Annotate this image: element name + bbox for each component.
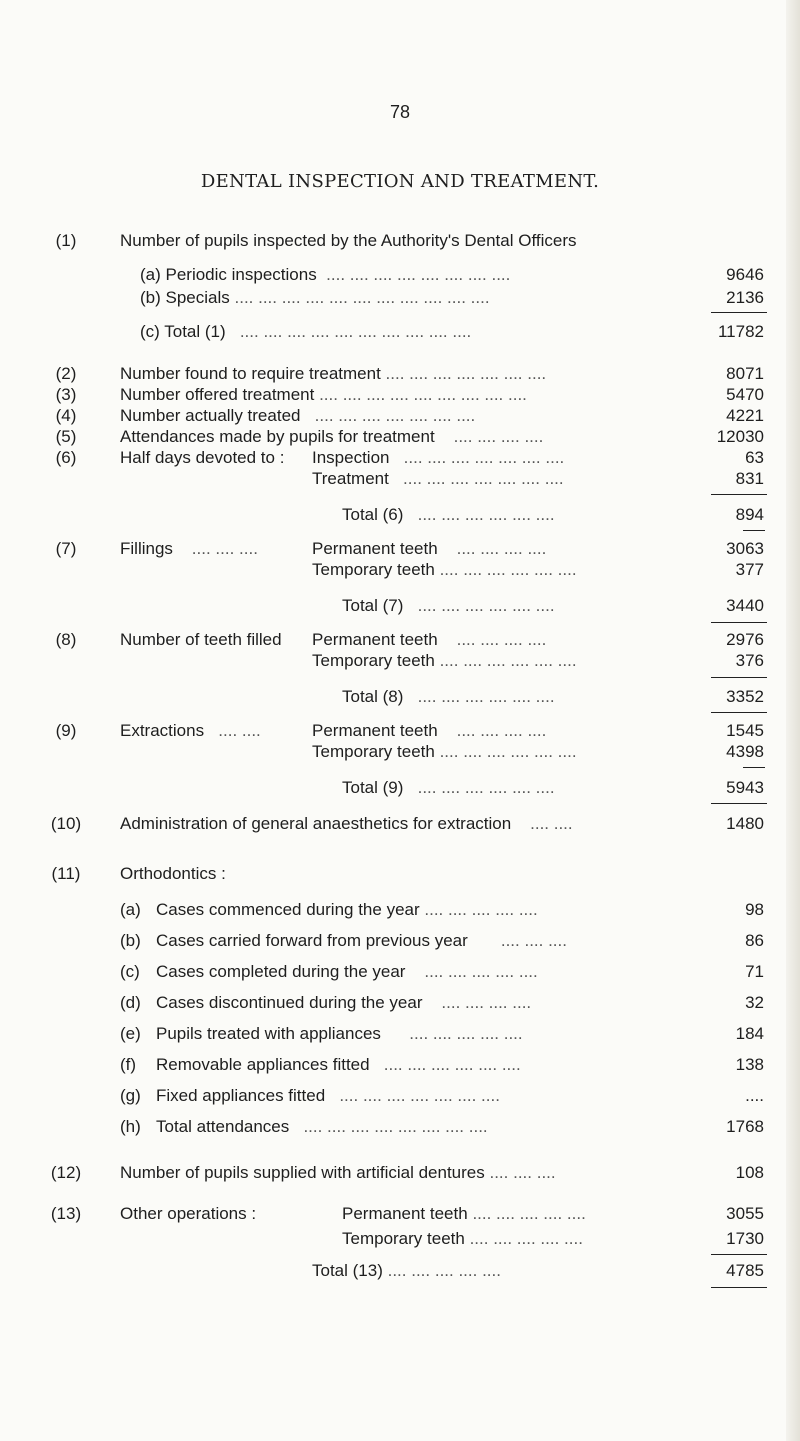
item-13-perm-label: Permanent teeth .... .... .... .... .... xyxy=(342,1204,586,1223)
item-1a-label: (a) Periodic inspections .... .... .... .... .... .... .... .... xyxy=(140,265,511,284)
item-number-11: (11) xyxy=(51,864,81,883)
item-12-value: 108 xyxy=(735,1163,764,1182)
item-2-value: 8071 xyxy=(726,364,764,383)
subtotal-rule xyxy=(711,677,767,678)
ortho-item: (c) Cases completed during the year .... .... .... .... .... xyxy=(120,962,538,981)
item-9-perm-value: 1545 xyxy=(726,721,764,740)
item-number-9: (9) xyxy=(55,721,77,740)
total-rule xyxy=(743,530,765,531)
subtotal-rule xyxy=(711,494,767,495)
ortho-item-value: 32 xyxy=(745,993,764,1012)
item-1c-label: (c) Total (1) .... .... .... .... .... .... .... .... .... .... xyxy=(140,322,472,341)
ortho-item: (g) Fixed appliances fitted .... .... .... .... .... .... .... xyxy=(120,1086,500,1105)
item-8-total-value: 3352 xyxy=(726,687,764,706)
item-11-label: Orthodontics : xyxy=(120,864,226,883)
item-7-temp-label: Temporary teeth .... .... .... .... .... .... xyxy=(312,560,577,579)
item-7-temp-value: 377 xyxy=(735,560,764,579)
item-6-inspection-value: 63 xyxy=(745,448,764,467)
item-12-label: Number of pupils supplied with artificial dentures .... .... .... xyxy=(120,1163,556,1182)
item-5-value: 12030 xyxy=(716,427,764,446)
item-10-label: Administration of general anaesthetics for extraction .... .... xyxy=(120,814,573,833)
item-6-total-value: 894 xyxy=(735,505,764,524)
subtotal-rule xyxy=(711,1254,767,1255)
item-8-temp-value: 376 xyxy=(735,651,764,670)
item-7-label: Fillings .... .... .... xyxy=(120,539,258,558)
item-number-8: (8) xyxy=(55,630,77,649)
item-9-total-value: 5943 xyxy=(726,778,764,797)
item-9-temp-value: 4398 xyxy=(726,742,764,761)
item-13-temp-value: 1730 xyxy=(726,1229,764,1248)
page-number: 78 xyxy=(389,102,411,122)
item-8-total-label: Total (8) .... .... .... .... .... .... xyxy=(342,687,555,706)
item-1-label: Number of pupils inspected by the Authority's Dental Officers xyxy=(120,231,577,250)
item-7-perm-label: Permanent teeth .... .... .... .... xyxy=(312,539,547,558)
subtotal-rule xyxy=(711,803,767,804)
page-title: DENTAL INSPECTION AND TREATMENT. xyxy=(200,171,600,192)
item-13-total-value: 4785 xyxy=(726,1261,764,1280)
item-number-7: (7) xyxy=(55,539,77,558)
total-rule xyxy=(711,1287,767,1288)
item-number-12: (12) xyxy=(50,1163,82,1182)
ortho-item: (b) Cases carried forward from previous year .... .... .... xyxy=(120,931,567,950)
item-2-label: Number found to require treatment .... .... .... .... .... .... .... xyxy=(120,364,547,383)
item-number-10: (10) xyxy=(50,814,82,833)
item-8-temp-label: Temporary teeth .... .... .... .... .... .... xyxy=(312,651,577,670)
ortho-item-value: 138 xyxy=(735,1055,764,1074)
item-8-label: Number of teeth filled xyxy=(120,630,282,649)
item-1a-value: 9646 xyxy=(726,265,764,284)
ortho-item-value: .... xyxy=(745,1086,764,1105)
item-13-temp-label: Temporary teeth .... .... .... .... .... xyxy=(342,1229,583,1248)
item-6-total-label: Total (6) .... .... .... .... .... .... xyxy=(342,505,555,524)
item-number-4: (4) xyxy=(55,406,77,425)
item-9-temp-label: Temporary teeth .... .... .... .... .... .... xyxy=(312,742,577,761)
item-7-total-value: 3440 xyxy=(726,596,764,615)
ortho-item: (a) Cases commenced during the year .... .... .... .... .... xyxy=(120,900,538,919)
ortho-item: (d) Cases discontinued during the year .... .... .... .... xyxy=(120,993,532,1012)
ortho-item-value: 71 xyxy=(745,962,764,981)
item-13-label: Other operations : xyxy=(120,1204,257,1223)
item-1b-label: (b) Specials .... .... .... .... .... .... .... .... .... .... .... xyxy=(140,288,490,307)
ortho-item: (f) Removable appliances fitted .... .... .... .... .... .... xyxy=(120,1055,521,1074)
ortho-item: (e) Pupils treated with appliances .... .... .... .... .... xyxy=(120,1024,523,1043)
item-number-1: (1) xyxy=(55,231,77,250)
item-6-label: Half days devoted to : xyxy=(120,448,285,467)
subtotal-rule xyxy=(711,712,767,713)
item-13-perm-value: 3055 xyxy=(726,1204,764,1223)
item-5-label: Attendances made by pupils for treatment .... .... .... .... xyxy=(120,427,544,446)
ortho-item: (h) Total attendances .... .... .... .... .... .... .... .... xyxy=(120,1117,488,1136)
ortho-item-value: 1768 xyxy=(726,1117,764,1136)
subtotal-rule xyxy=(711,312,767,313)
ortho-item-value: 98 xyxy=(745,900,764,919)
item-7-total-label: Total (7) .... .... .... .... .... .... xyxy=(342,596,555,615)
item-9-label: Extractions .... .... xyxy=(120,721,261,740)
item-6-treatment-value: 831 xyxy=(735,469,764,488)
page-edge-shadow xyxy=(786,0,800,1441)
item-13-total-label: Total (13) .... .... .... .... .... xyxy=(312,1261,501,1280)
item-3-value: 5470 xyxy=(726,385,764,404)
ortho-item-value: 184 xyxy=(735,1024,764,1043)
item-4-label: Number actually treated .... .... .... .... .... .... .... xyxy=(120,406,476,425)
item-number-5: (5) xyxy=(55,427,77,446)
subtotal-rule xyxy=(711,622,767,623)
ortho-item-value: 86 xyxy=(745,931,764,950)
item-number-13: (13) xyxy=(50,1204,82,1223)
item-3-label: Number offered treatment .... .... .... .... .... .... .... .... .... xyxy=(120,385,527,404)
item-number-3: (3) xyxy=(55,385,77,404)
item-6-treatment-label: Treatment .... .... .... .... .... .... .... xyxy=(312,469,564,488)
item-number-6: (6) xyxy=(55,448,77,467)
item-number-2: (2) xyxy=(55,364,77,383)
item-10-value: 1480 xyxy=(726,814,764,833)
item-9-total-label: Total (9) .... .... .... .... .... .... xyxy=(342,778,555,797)
item-1b-value: 2136 xyxy=(726,288,764,307)
item-8-perm-value: 2976 xyxy=(726,630,764,649)
item-6-inspection-label: Inspection .... .... .... .... .... .... .... xyxy=(312,448,565,467)
total-rule xyxy=(743,767,765,768)
item-8-perm-label: Permanent teeth .... .... .... .... xyxy=(312,630,547,649)
item-4-value: 4221 xyxy=(726,406,764,425)
item-7-perm-value: 3063 xyxy=(726,539,764,558)
item-1c-value: 11782 xyxy=(717,322,764,341)
item-9-perm-label: Permanent teeth .... .... .... .... xyxy=(312,721,547,740)
